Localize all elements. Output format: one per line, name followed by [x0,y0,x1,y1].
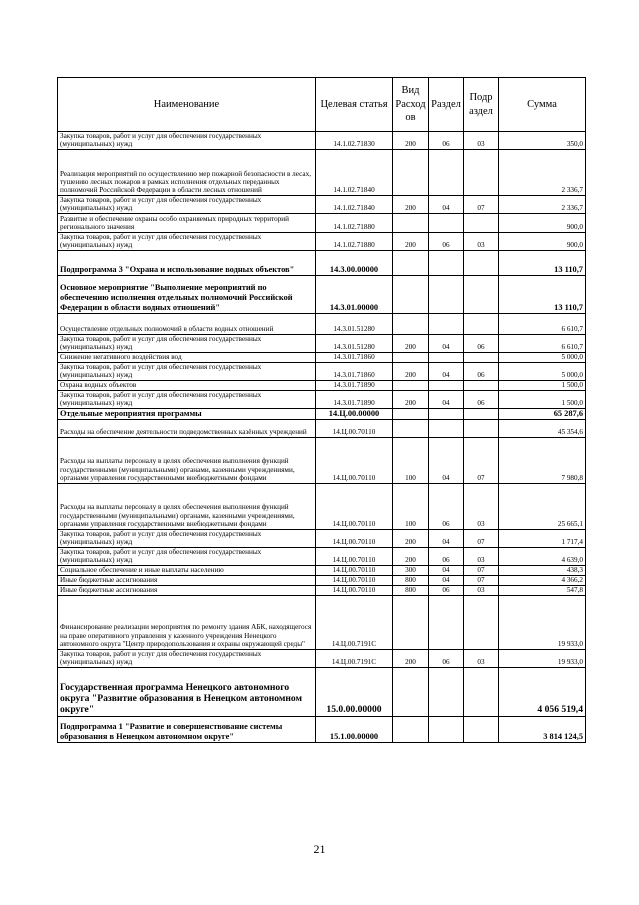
table-row [58,547,586,565]
row-vid-cell [393,419,429,437]
row-section-cell: 06 [429,547,464,565]
table-row [58,595,586,649]
row-sum-cell: 19 933,0 [499,595,586,649]
row-sum-cell: 2 336,7 [499,195,586,213]
row-code-cell: 14.Ц.00.00000 [316,408,393,419]
page-number: 21 [313,842,326,856]
row-name-cell: Подпрограмма 3 "Охрана и использование водных объектов" [58,250,316,275]
header-section: Раздел [429,78,464,132]
row-name-cell: Снижение негативного воздействия вод [58,352,316,362]
row-sum-cell: 19 933,0 [499,649,586,667]
row-code-cell: 15.1.00.00000 [316,716,393,742]
row-name-cell: Закупка товаров, работ и услуг для обеспечения государственных (муниципальных) нужд [58,334,316,352]
row-section-cell [429,213,464,232]
row-name-cell: Закупка товаров, работ и услуг для обеспечения государственных (муниципальных) нужд [58,547,316,565]
table-row [58,419,586,437]
row-section-cell: 06 [429,585,464,595]
table-row [58,437,586,483]
row-sum-cell: 5 000,0 [499,362,586,380]
row-subsection-cell [464,313,499,334]
row-subsection-cell: 03 [464,547,499,565]
table-row [58,195,586,213]
row-section-cell [429,408,464,419]
row-name-cell: Осуществление отдельных полномочий в области водных отношений [58,313,316,334]
row-section-cell: 06 [429,232,464,250]
row-section-cell [429,380,464,390]
row-sum-cell: 65 287,6 [499,408,586,419]
row-name-cell: Развитие и обеспечение охраны особо охраняемых природных территорий регионального значения [58,213,316,232]
row-code-cell: 14.1.02.71840 [316,195,393,213]
table-body [58,132,586,743]
row-subsection-cell: 07 [464,195,499,213]
row-code-cell: 14.Ц.00.7191С [316,649,393,667]
row-vid-cell: 200 [393,529,429,547]
row-subsection-cell: 03 [464,483,499,529]
row-vid-cell [393,250,429,275]
row-sum-cell: 547,8 [499,585,586,595]
table-row [58,380,586,390]
row-vid-cell [393,313,429,334]
row-section-cell [429,149,464,195]
row-code-cell: 15.0.00.00000 [316,667,393,716]
row-name-cell: Реализация мероприятий по осуществлению мер пожарной безопасности в лесах, тушению лесных пожаров в рамках исполнения отдельных переданных полномочий Российской Федерации в области лесных отношений [58,149,316,195]
row-sum-cell: 13 110,7 [499,275,586,313]
row-code-cell: 14.Ц.00.70110 [316,419,393,437]
row-subsection-cell: 03 [464,232,499,250]
row-section-cell: 04 [429,565,464,575]
row-name-cell: Отдельные мероприятия программы [58,408,316,419]
row-sum-cell: 7 980,8 [499,437,586,483]
table-row [58,352,586,362]
row-subsection-cell [464,716,499,742]
table-row [58,313,586,334]
row-code-cell: 14.1.02.71830 [316,132,393,150]
row-vid-cell [393,213,429,232]
row-code-cell: 14.3.00.00000 [316,250,393,275]
row-vid-cell [393,667,429,716]
row-subsection-cell [464,408,499,419]
row-vid-cell: 200 [393,390,429,408]
table-row [58,213,586,232]
row-name-cell: Закупка товаров, работ и услуг для обеспечения государственных (муниципальных) нужд [58,390,316,408]
row-sum-cell: 5 000,0 [499,352,586,362]
header-subsection: Подр аздел [464,78,499,132]
row-name-cell: Социальное обеспечение и иные выплаты населению [58,565,316,575]
row-vid-cell: 200 [393,195,429,213]
header-target: Целевая статья [316,78,393,132]
row-section-cell [429,595,464,649]
header-vid: Вид Расход ов [393,78,429,132]
row-vid-cell [393,716,429,742]
row-sum-cell: 900,0 [499,232,586,250]
row-sum-cell: 25 665,1 [499,483,586,529]
table-row [58,585,586,595]
row-section-cell: 06 [429,483,464,529]
table-row [58,390,586,408]
table-row [58,575,586,585]
row-vid-cell: 200 [393,649,429,667]
row-code-cell: 14.3.01.71890 [316,380,393,390]
row-name-cell: Финансирование реализации мероприятия по ремонту здания АБК, находящегося на праве оперативного управления у казенного учреждения Ненецкого автономного округа "Центр природопользования и охраны окружающей среды" [58,595,316,649]
row-code-cell: 14.Ц.00.7191С [316,595,393,649]
row-vid-cell [393,408,429,419]
table-row [58,529,586,547]
row-sum-cell: 350,0 [499,132,586,150]
row-code-cell: 14.Ц.00.70110 [316,585,393,595]
row-subsection-cell [464,380,499,390]
table-row [58,649,586,667]
row-section-cell [429,352,464,362]
row-sum-cell: 13 110,7 [499,250,586,275]
row-name-cell: Подпрограмма 1 "Развитие и совершенствование системы образования в Ненецком автономном округе" [58,716,316,742]
row-sum-cell: 3 814 124,5 [499,716,586,742]
row-subsection-cell [464,667,499,716]
row-sum-cell: 6 610,7 [499,334,586,352]
table-row [58,565,586,575]
row-code-cell: 14.3.01.71890 [316,390,393,408]
row-vid-cell: 200 [393,232,429,250]
row-code-cell: 14.1.02.71880 [316,232,393,250]
row-subsection-cell: 03 [464,132,499,150]
row-section-cell: 04 [429,437,464,483]
table-row [58,362,586,380]
row-section-cell: 04 [429,334,464,352]
row-subsection-cell [464,352,499,362]
row-vid-cell: 200 [393,547,429,565]
row-subsection-cell: 03 [464,649,499,667]
row-sum-cell: 438,3 [499,565,586,575]
row-code-cell: 14.1.02.71880 [316,213,393,232]
row-subsection-cell [464,419,499,437]
row-name-cell: Закупка товаров, работ и услуг для обеспечения государственных (муниципальных) нужд [58,529,316,547]
row-vid-cell [393,380,429,390]
row-code-cell: 14.Ц.00.70110 [316,483,393,529]
row-section-cell [429,419,464,437]
row-name-cell: Государственная программа Ненецкого автономного округа "Развитие образования в Ненецком автономном округе" [58,667,316,716]
row-name-cell: Основное мероприятие "Выполнение мероприятий по обеспечению исполнения отдельных полномочий Российской Федерации в области водных отношений" [58,275,316,313]
row-subsection-cell: 06 [464,362,499,380]
row-sum-cell: 4 639,0 [499,547,586,565]
header-sum: Сумма [499,78,586,132]
row-subsection-cell [464,595,499,649]
table-row [58,716,586,742]
row-subsection-cell: 07 [464,529,499,547]
row-code-cell: 14.3.01.71860 [316,362,393,380]
row-vid-cell [393,595,429,649]
table-row [58,132,586,150]
row-code-cell: 14.Ц.00.70110 [316,575,393,585]
row-vid-cell [393,275,429,313]
row-sum-cell: 45 354,6 [499,419,586,437]
row-section-cell: 04 [429,575,464,585]
row-subsection-cell [464,149,499,195]
row-subsection-cell: 06 [464,334,499,352]
table-row [58,232,586,250]
table-row [58,483,586,529]
row-code-cell: 14.Ц.00.70110 [316,565,393,575]
row-subsection-cell: 03 [464,585,499,595]
row-sum-cell: 1 717,4 [499,529,586,547]
table-row [58,334,586,352]
row-name-cell: Расходы на выплаты персоналу в целях обеспечения выполнения функций государственными (муниципальными) органами, казенными учреждениями, органами управления государственными внебюджетными фондами [58,437,316,483]
row-sum-cell: 6 610,7 [499,313,586,334]
table-header-row [58,78,586,132]
row-subsection-cell: 07 [464,565,499,575]
row-code-cell: 14.3.01.71860 [316,352,393,362]
row-sum-cell: 1 500,0 [499,390,586,408]
row-sum-cell: 900,0 [499,213,586,232]
row-vid-cell [393,352,429,362]
row-section-cell [429,275,464,313]
row-name-cell: Расходы на выплаты персоналу в целях обеспечения выполнения функций государственными (муниципальными) органами, казенными учреждениями, органами управления государственными внебюджетными фондами [58,483,316,529]
row-sum-cell: 4 056 519,4 [499,667,586,716]
row-name-cell: Иные бюджетные ассигнования [58,585,316,595]
row-vid-cell: 100 [393,483,429,529]
row-section-cell: 04 [429,362,464,380]
row-name-cell: Охрана водных объектов [58,380,316,390]
row-vid-cell: 200 [393,334,429,352]
row-section-cell: 06 [429,132,464,150]
row-section-cell [429,667,464,716]
table-row [58,275,586,313]
row-section-cell [429,250,464,275]
row-name-cell: Закупка товаров, работ и услуг для обеспечения государственных (муниципальных) нужд [58,132,316,150]
table-row [58,667,586,716]
row-section-cell: 04 [429,390,464,408]
row-section-cell: 04 [429,195,464,213]
row-code-cell: 14.Ц.00.70110 [316,547,393,565]
row-name-cell: Иные бюджетные ассигнования [58,575,316,585]
row-subsection-cell [464,213,499,232]
row-code-cell: 14.3.01.51280 [316,313,393,334]
row-subsection-cell [464,250,499,275]
table-row [58,149,586,195]
header-name: Наименование [58,78,316,132]
table-row [58,408,586,419]
row-name-cell: Закупка товаров, работ и услуг для обеспечения государственных (муниципальных) нужд [58,649,316,667]
row-vid-cell: 800 [393,575,429,585]
row-vid-cell: 100 [393,437,429,483]
row-code-cell: 14.Ц.00.70110 [316,437,393,483]
row-section-cell [429,313,464,334]
row-code-cell: 14.Ц.00.70110 [316,529,393,547]
row-code-cell: 14.3.01.00000 [316,275,393,313]
row-sum-cell: 1 500,0 [499,380,586,390]
row-section-cell: 06 [429,649,464,667]
row-subsection-cell: 06 [464,390,499,408]
row-name-cell: Закупка товаров, работ и услуг для обеспечения государственных (муниципальных) нужд [58,195,316,213]
row-name-cell: Закупка товаров, работ и услуг для обеспечения государственных (муниципальных) нужд [58,232,316,250]
row-subsection-cell: 07 [464,437,499,483]
row-vid-cell: 300 [393,565,429,575]
row-code-cell: 14.1.02.71840 [316,149,393,195]
row-name-cell: Расходы на обеспечение деятельности подведомственных казённых учреждений [58,419,316,437]
row-section-cell: 04 [429,529,464,547]
row-code-cell: 14.3.01.51280 [316,334,393,352]
row-vid-cell: 800 [393,585,429,595]
row-sum-cell: 2 336,7 [499,149,586,195]
budget-table [57,77,586,743]
row-name-cell: Закупка товаров, работ и услуг для обеспечения государственных (муниципальных) нужд [58,362,316,380]
row-vid-cell [393,149,429,195]
row-subsection-cell: 07 [464,575,499,585]
row-section-cell [429,716,464,742]
table-row [58,250,586,275]
row-vid-cell: 200 [393,362,429,380]
row-vid-cell: 200 [393,132,429,150]
row-subsection-cell [464,275,499,313]
row-sum-cell: 4 366,2 [499,575,586,585]
